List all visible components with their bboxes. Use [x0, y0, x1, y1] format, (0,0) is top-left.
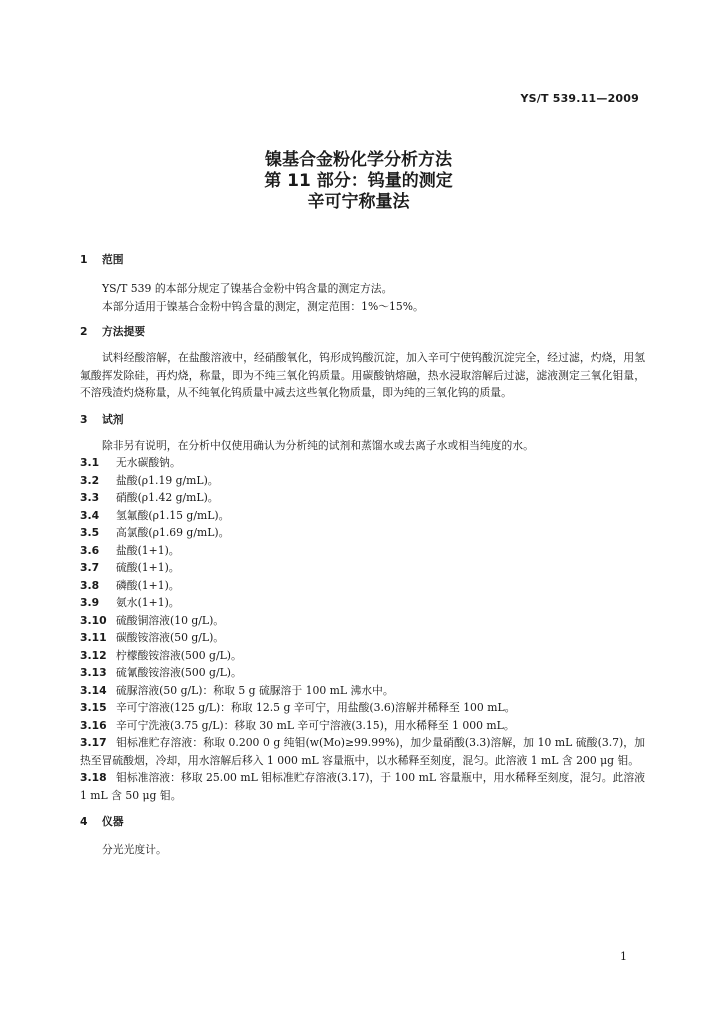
item-text: 硫脲溶液(50 g/L)：称取 5 g 硫脲溶于 100 mL 沸水中。: [116, 683, 394, 697]
item-number: 3.9: [80, 596, 100, 609]
item-text: 高氯酸(ρ1.69 g/mL)。: [116, 526, 230, 539]
page-number: 1: [620, 950, 627, 963]
item-number: 3.1: [80, 456, 100, 469]
item-number: 3.13: [80, 666, 107, 679]
reagent-item: [80, 664, 645, 682]
reagent-item: [80, 734, 645, 769]
reagent-item: [80, 594, 645, 612]
title-line-1: 镍基合金粉化学分析方法: [265, 150, 452, 170]
title-line-3: 辛可宁称量法: [307, 192, 410, 212]
reagent-item: [80, 629, 645, 647]
paragraph: 除非另有说明，在分析中仅使用确认为分析纯的试剂和蒸馏水或去离子水或相当纯度的水。: [102, 438, 534, 452]
reagent-item: [80, 699, 645, 717]
reagent-item: [80, 454, 645, 472]
section-heading: [80, 412, 645, 427]
item-number: 3.10: [80, 613, 107, 627]
section-reagents: [80, 412, 645, 805]
reagent-item: [80, 542, 645, 560]
item-text: 辛可宁洗液(3.75 g/L)：移取 30 mL 辛可宁溶液(3.15)，用水稀释至 1 000 mL。: [116, 718, 515, 732]
item-number: 3.17: [80, 736, 107, 749]
item-text: 盐酸(1+1)。: [116, 543, 180, 557]
item-number: 3.11: [80, 631, 107, 644]
item-number: 3.16: [80, 718, 107, 732]
section-principle: [80, 324, 645, 402]
item-text: 硫氰酸铵溶液(500 g/L)。: [116, 666, 242, 679]
section-heading: [80, 814, 645, 829]
item-text: 盐酸(ρ1.19 g/mL)。: [116, 473, 219, 487]
item-number: 3.15: [80, 701, 107, 714]
item-number: 3.5: [80, 526, 100, 539]
item-text: 碳酸铵溶液(50 g/L)。: [116, 631, 225, 644]
reagent-item: [80, 769, 645, 804]
section-scope: [80, 252, 645, 315]
reagent-item: [80, 612, 645, 630]
item-text: 钼标准贮存溶液：称取 0.200 0 g 纯钼(w(Mo)≥99.99%)，加少量硝酸(3.3)溶解，加 10 mL 硫酸(3.7)，加热至冒硫酸烟，冷却，用水溶解后移入 1 000 mL 容量瓶中，以水稀释至刻度，混匀。此溶液 1 mL 含 200 μg 钼。: [80, 736, 645, 767]
section-number: 3: [80, 412, 88, 426]
section-heading: [80, 252, 645, 267]
item-text: 硫酸(1+1)。: [116, 561, 180, 574]
item-number: 3.4: [80, 508, 100, 522]
item-text: 无水碳酸钠。: [116, 456, 181, 469]
reagent-item: [80, 472, 645, 490]
paragraph: 分光光度计。: [102, 843, 167, 856]
section-title: 仪器: [102, 815, 124, 828]
paragraph: YS/T 539 的本部分规定了镍基合金粉中钨含量的测定方法。: [102, 282, 393, 295]
item-text: 硫酸铜溶液(10 g/L)。: [116, 613, 225, 627]
section-apparatus: [80, 814, 645, 859]
reagent-item: [80, 507, 645, 525]
item-text: 辛可宁溶液(125 g/L)：称取 12.5 g 辛可宁，用盐酸(3.6)溶解并稀释至 100 mL。: [116, 701, 516, 714]
section-heading: [80, 324, 645, 339]
item-number: 3.3: [80, 491, 100, 504]
reagent-item: [80, 489, 645, 507]
document-title: [0, 150, 717, 213]
item-number: 3.2: [80, 473, 100, 487]
title-line-2: 第 11 部分：钨量的测定: [264, 171, 453, 191]
item-number: 3.18: [80, 771, 107, 784]
section-title: 试剂: [102, 412, 124, 426]
reagent-item: [80, 524, 645, 542]
reagent-item: [80, 559, 645, 577]
section-number: 1: [80, 253, 88, 266]
item-number: 3.14: [80, 683, 107, 697]
section-title: 方法提要: [102, 325, 146, 338]
reagent-item: [80, 577, 645, 595]
item-text: 硝酸(ρ1.42 g/mL)。: [116, 491, 219, 504]
reagent-item: [80, 682, 645, 700]
item-text: 磷酸(1+1)。: [116, 578, 180, 592]
item-number: 3.7: [80, 561, 100, 574]
item-text: 柠檬酸铵溶液(500 g/L)。: [116, 648, 242, 662]
reagent-item: [80, 717, 645, 735]
section-number: 2: [80, 325, 88, 338]
item-number: 3.12: [80, 648, 107, 662]
document-body: [80, 252, 645, 859]
reagent-item: [80, 647, 645, 665]
item-number: 3.6: [80, 543, 100, 557]
section-title: 范围: [102, 253, 124, 266]
item-text: 钼标准溶液：移取 25.00 mL 钼标准贮存溶液(3.17)，于 100 mL 容量瓶中，用水稀释至刻度，混匀。此溶液 1 mL 含 50 μg 钼。: [80, 771, 645, 802]
standard-code: YS/T 539.11—2009: [520, 92, 639, 105]
paragraph: 试料经酸溶解，在盐酸溶液中，经硝酸氧化，钨形成钨酸沉淀，加入辛可宁使钨酸沉淀完全，经过滤，灼烧，用氢氟酸挥发除硅，再灼烧，称量，即为不纯三氧化钨质量。用碳酸钠熔融，热水浸取溶解后过滤，滤液测定三氧化钼量，不溶残渣灼烧称量，从不纯氧化钨质量中减去这些氧化物质量，即为纯的三氧化钨的质量。: [80, 351, 645, 399]
item-number: 3.8: [80, 578, 100, 592]
item-text: 氢氟酸(ρ1.15 g/mL)。: [116, 508, 230, 522]
item-text: 氨水(1+1)。: [116, 596, 180, 609]
section-number: 4: [80, 815, 88, 828]
paragraph: 本部分适用于镍基合金粉中钨含量的测定，测定范围：1%～15%。: [102, 299, 424, 313]
reagent-list: [80, 454, 645, 804]
